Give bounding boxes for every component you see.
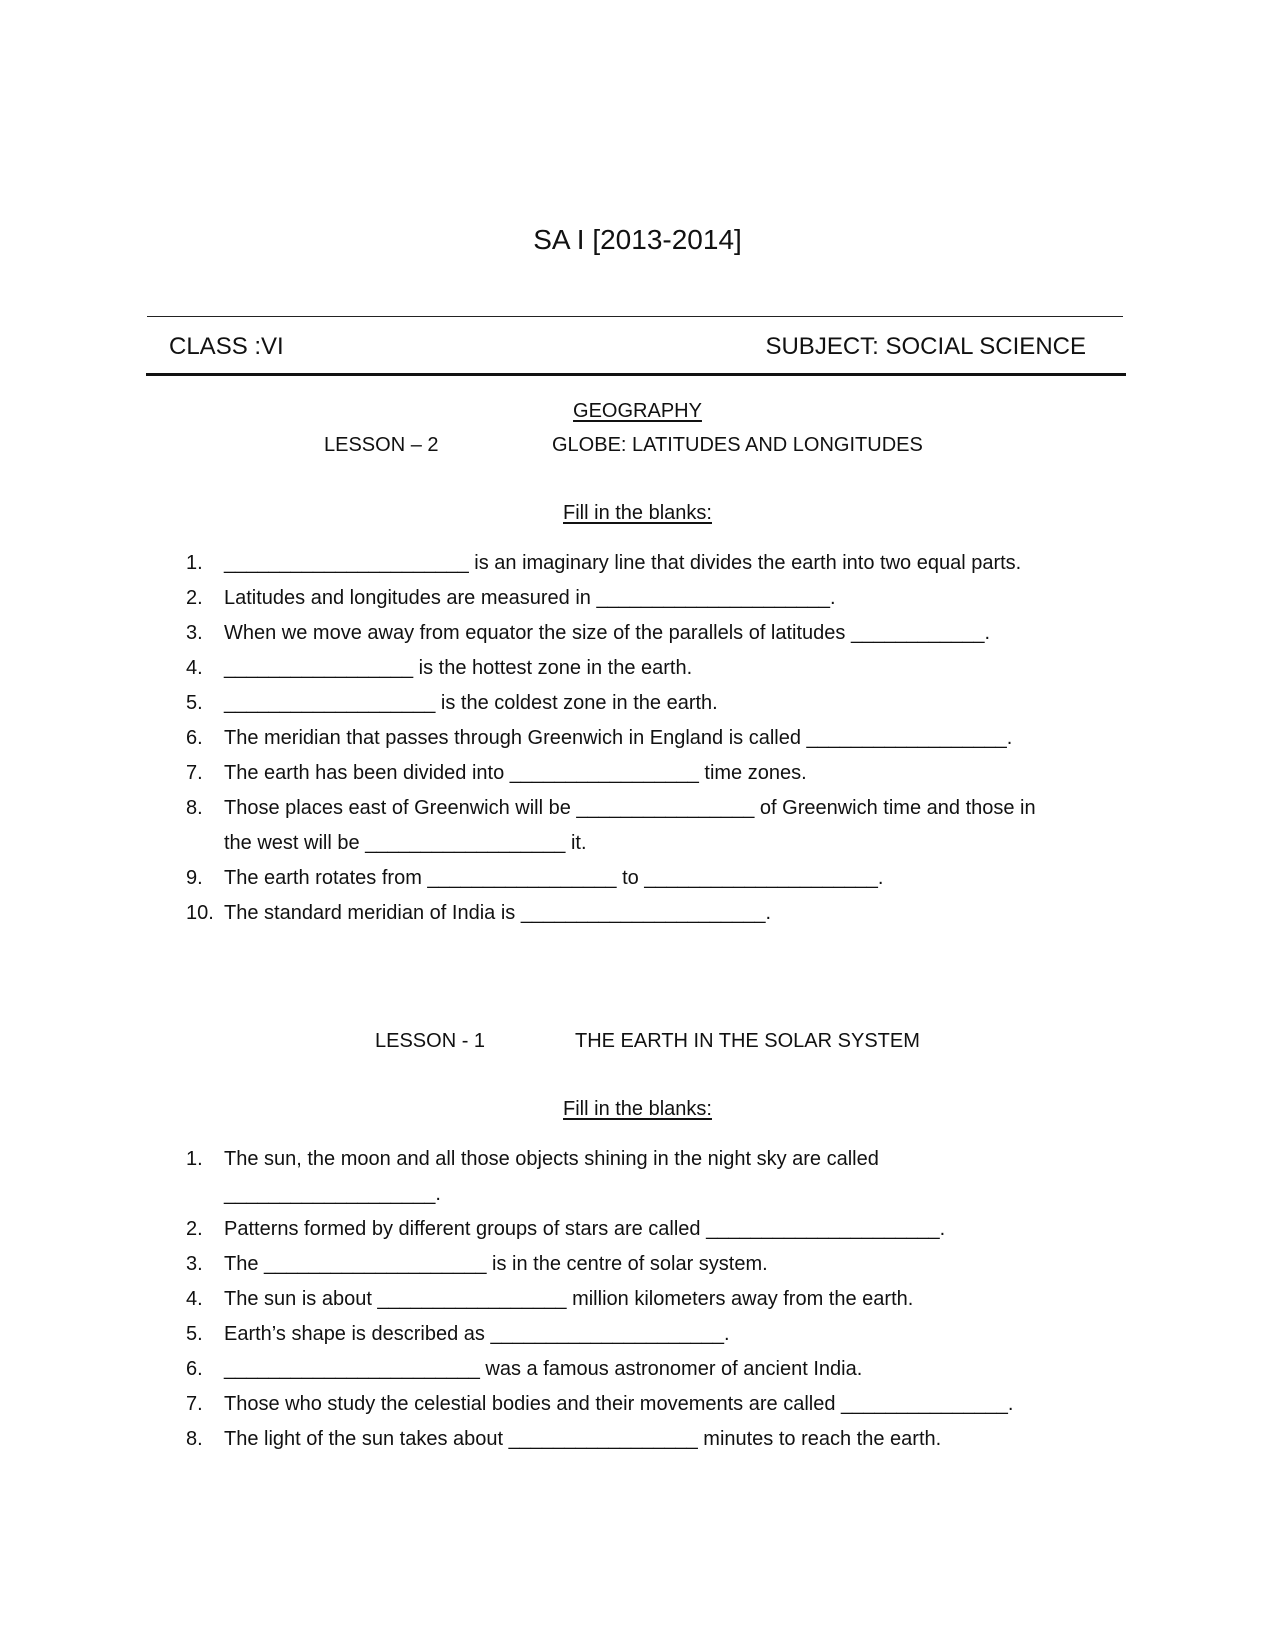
question-text: The earth has been divided into _________________ time zones.: [224, 762, 807, 784]
question-item: [186, 651, 1066, 686]
question-number: 6.: [186, 727, 203, 749]
class-label: CLASS :VI: [169, 333, 284, 360]
question-text: The sun, the moon and all those objects shining in the night sky are called ___________________.: [224, 1148, 879, 1205]
question-number: 1.: [186, 1148, 203, 1170]
lesson1-instruction: Fill in the blanks:: [563, 1098, 712, 1120]
question-text: ______________________ is an imaginary line that divides the earth into two equal parts.: [224, 552, 1022, 574]
question-item: [186, 1282, 1096, 1317]
question-item: [186, 1212, 1096, 1247]
question-number: 2.: [186, 1218, 203, 1240]
question-text: The standard meridian of India is ______________________.: [224, 902, 772, 924]
question-item: [186, 861, 1066, 896]
question-text: The light of the sun takes about _________________ minutes to reach the earth.: [224, 1428, 942, 1450]
question-number: 2.: [186, 587, 203, 609]
lesson2-question-list: [186, 546, 1066, 931]
question-item: [186, 581, 1066, 616]
question-text: The sun is about _________________ million kilometers away from the earth.: [224, 1288, 914, 1310]
question-text: ___________________ is the coldest zone in the earth.: [224, 692, 718, 714]
question-text: Those places east of Greenwich will be ________________ of Greenwich time and those in the west will be __________________ it.: [224, 797, 1036, 854]
question-number: 7.: [186, 762, 203, 784]
question-number: 6.: [186, 1358, 203, 1380]
lesson2-heading: [324, 434, 923, 457]
question-item: [186, 616, 1066, 651]
question-item: [186, 546, 1066, 581]
question-text: The earth rotates from _________________ to _____________________.: [224, 867, 884, 889]
question-text: Latitudes and longitudes are measured in _____________________.: [224, 587, 836, 609]
question-number: 4.: [186, 657, 203, 679]
question-item: [186, 1317, 1096, 1352]
question-item: [186, 686, 1066, 721]
question-item: [186, 1142, 1096, 1212]
lesson1-question-list: [186, 1142, 1096, 1457]
question-number: 8.: [186, 797, 203, 819]
question-text: The meridian that passes through Greenwich in England is called __________________.: [224, 727, 1013, 749]
question-text: When we move away from equator the size of the parallels of latitudes ____________.: [224, 622, 991, 644]
question-item: [186, 791, 1066, 861]
lesson1-title: THE EARTH IN THE SOLAR SYSTEM: [575, 1030, 920, 1052]
question-number: 3.: [186, 1253, 203, 1275]
question-text: The ____________________ is in the centre of solar system.: [224, 1253, 768, 1275]
lesson1-instruction-row: [0, 1098, 1275, 1121]
header-bottom-rule: [146, 373, 1126, 376]
question-item: [186, 756, 1066, 791]
question-text: Those who study the celestial bodies and their movements are called _______________.: [224, 1393, 1014, 1415]
question-number: 4.: [186, 1288, 203, 1310]
question-number: 1.: [186, 552, 203, 574]
section-heading: GEOGRAPHY: [573, 400, 702, 422]
question-text: Earth’s shape is described as _____________________.: [224, 1323, 730, 1345]
exam-title: SA I [2013-2014]: [533, 224, 742, 255]
question-item: [186, 1387, 1096, 1422]
question-text: Patterns formed by different groups of stars are called _____________________.: [224, 1218, 946, 1240]
subject-label: SUBJECT: SOCIAL SCIENCE: [765, 333, 1086, 360]
section-heading-row: [0, 400, 1275, 423]
lesson1-heading: [375, 1030, 920, 1053]
question-item: [186, 1422, 1096, 1457]
question-item: [186, 1247, 1096, 1282]
question-item: [186, 896, 1066, 931]
question-number: 5.: [186, 1323, 203, 1345]
lesson1-label: LESSON - 1: [375, 1030, 486, 1052]
lesson2-label: LESSON – 2: [324, 434, 439, 456]
lesson2-instruction: Fill in the blanks:: [563, 502, 712, 524]
question-number: 7.: [186, 1393, 203, 1415]
question-number: 10.: [186, 902, 214, 924]
question-number: 8.: [186, 1428, 203, 1450]
question-text: _________________ is the hottest zone in the earth.: [224, 657, 693, 679]
question-number: 5.: [186, 692, 203, 714]
question-item: [186, 1352, 1096, 1387]
question-item: [186, 721, 1066, 756]
lesson2-title: GLOBE: LATITUDES AND LONGITUDES: [552, 434, 923, 456]
question-text: _______________________ was a famous astronomer of ancient India.: [224, 1358, 863, 1380]
question-number: 9.: [186, 867, 203, 889]
question-number: 3.: [186, 622, 203, 644]
lesson2-instruction-row: [0, 502, 1275, 525]
header-top-rule: [147, 316, 1123, 317]
